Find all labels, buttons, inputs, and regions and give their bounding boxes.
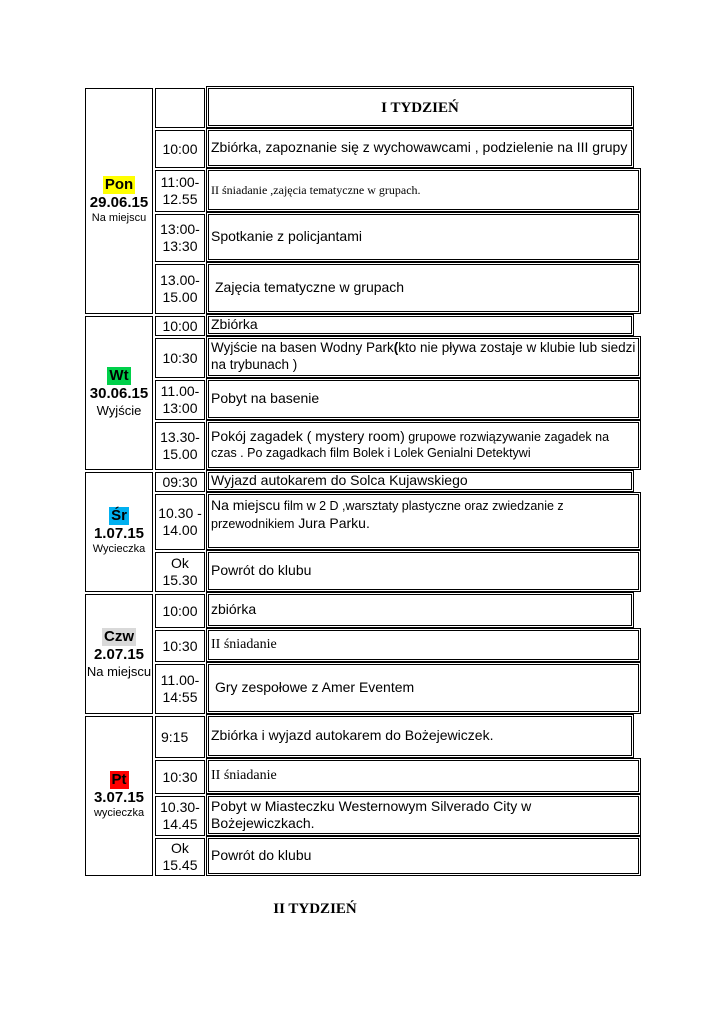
day-date: 30.06.15: [89, 385, 149, 403]
time-cell: 10:30: [155, 338, 205, 378]
activity-cell: Spotkanie z policjantami: [208, 214, 639, 260]
header-empty-time-cell: [155, 88, 205, 128]
week-1-title: I TYDZIEŃ: [208, 88, 632, 126]
time-cell: Ok 15.30: [155, 552, 205, 592]
time-cell: 09:30: [155, 472, 205, 492]
day-friday: [85, 716, 153, 876]
activity-cell: Pobyt na basenie: [208, 380, 639, 418]
week-2-title: II TYDZIEŃ: [273, 901, 357, 917]
activity-cell: Na miejscu film w 2 D ,warsztaty plastyczne oraz zwiedzanie z przewodnikiem Jura Parku.: [208, 494, 639, 548]
time-cell: 11.00-13:00: [155, 380, 205, 420]
time-cell: 10.30-14.45: [155, 796, 205, 836]
time-cell: 9:15: [155, 716, 205, 758]
time-cell: 11.00-14:55: [155, 664, 205, 714]
day-place: wycieczka: [93, 807, 145, 820]
time-cell: 10:00: [155, 316, 205, 336]
time-cell: 13.30-15.00: [155, 422, 205, 470]
activity-cell: Wyjście na basen Wodny Park(kto nie pływa zostaje w klubie lub siedzi na trybunach ): [208, 338, 639, 376]
day-abbr-friday: Pt: [111, 771, 127, 789]
time-cell: 13.00-15.00: [155, 264, 205, 314]
activity-cell: Zbiórka i wyjazd autokarem do Bożejewiczek.: [208, 716, 632, 756]
day-abbr-monday: Pon: [104, 176, 134, 194]
activity-cell: Wyjazd autokarem do Solca Kujawskiego: [208, 472, 632, 490]
activity-cell: Zajęcia tematyczne w grupach: [208, 264, 639, 312]
day-place: Wyjście: [96, 403, 142, 419]
time-cell: 10:30: [155, 760, 205, 794]
day-date: 29.06.15: [89, 194, 149, 212]
day-thursday: [85, 594, 153, 714]
time-cell: Ok 15.45: [155, 838, 205, 876]
day-date: 3.07.15: [93, 789, 145, 807]
day-abbr-thursday: Czw: [104, 628, 134, 646]
day-abbr-tuesday: Wt: [109, 367, 129, 385]
day-date: 1.07.15: [93, 525, 145, 543]
activity-cell: Powrót do klubu: [208, 552, 639, 590]
time-cell: 10:00: [155, 130, 205, 168]
activity-cell: Zbiórka: [208, 316, 632, 334]
activity-cell: Powrót do klubu: [208, 838, 639, 874]
day-place: Na miejscu: [91, 212, 147, 225]
time-cell: 10:30: [155, 630, 205, 662]
day-place: Na miejscu: [86, 664, 152, 680]
activity-cell: zbiórka: [208, 594, 632, 626]
time-cell: 13:00-13:30: [155, 214, 205, 262]
day-abbr-wednesday: Śr: [111, 507, 127, 525]
activity-cell: II śniadanie ,zajęcia tematyczne w grupach.: [208, 170, 639, 210]
time-cell: 10.30 - 14.00: [155, 494, 205, 550]
day-monday: [85, 88, 153, 314]
activity-cell: II śniadanie: [208, 630, 639, 660]
day-wednesday: [85, 472, 153, 592]
activity-cell: Gry zespołowe z Amer Eventem: [208, 664, 639, 712]
activity-cell: Zbiórka, zapoznanie się z wychowawcami , podzielenie na III grupy: [208, 130, 632, 166]
day-place: Wycieczka: [92, 543, 146, 556]
day-date: 2.07.15: [93, 646, 145, 664]
time-cell: 11:00-12.55: [155, 170, 205, 212]
activity-cell: Pobyt w Miasteczku Westernowym Silverado City w Bożejewiczkach.: [208, 796, 639, 834]
activity-cell: II śniadanie: [208, 760, 639, 792]
activity-cell: Pokój zagadek ( mystery room) grupowe rozwiązywanie zagadek na czas . Po zagadkach film Bolek i Lolek Genialni Detektywi: [208, 422, 639, 468]
time-cell: 10:00: [155, 594, 205, 628]
day-tuesday: [85, 316, 153, 470]
